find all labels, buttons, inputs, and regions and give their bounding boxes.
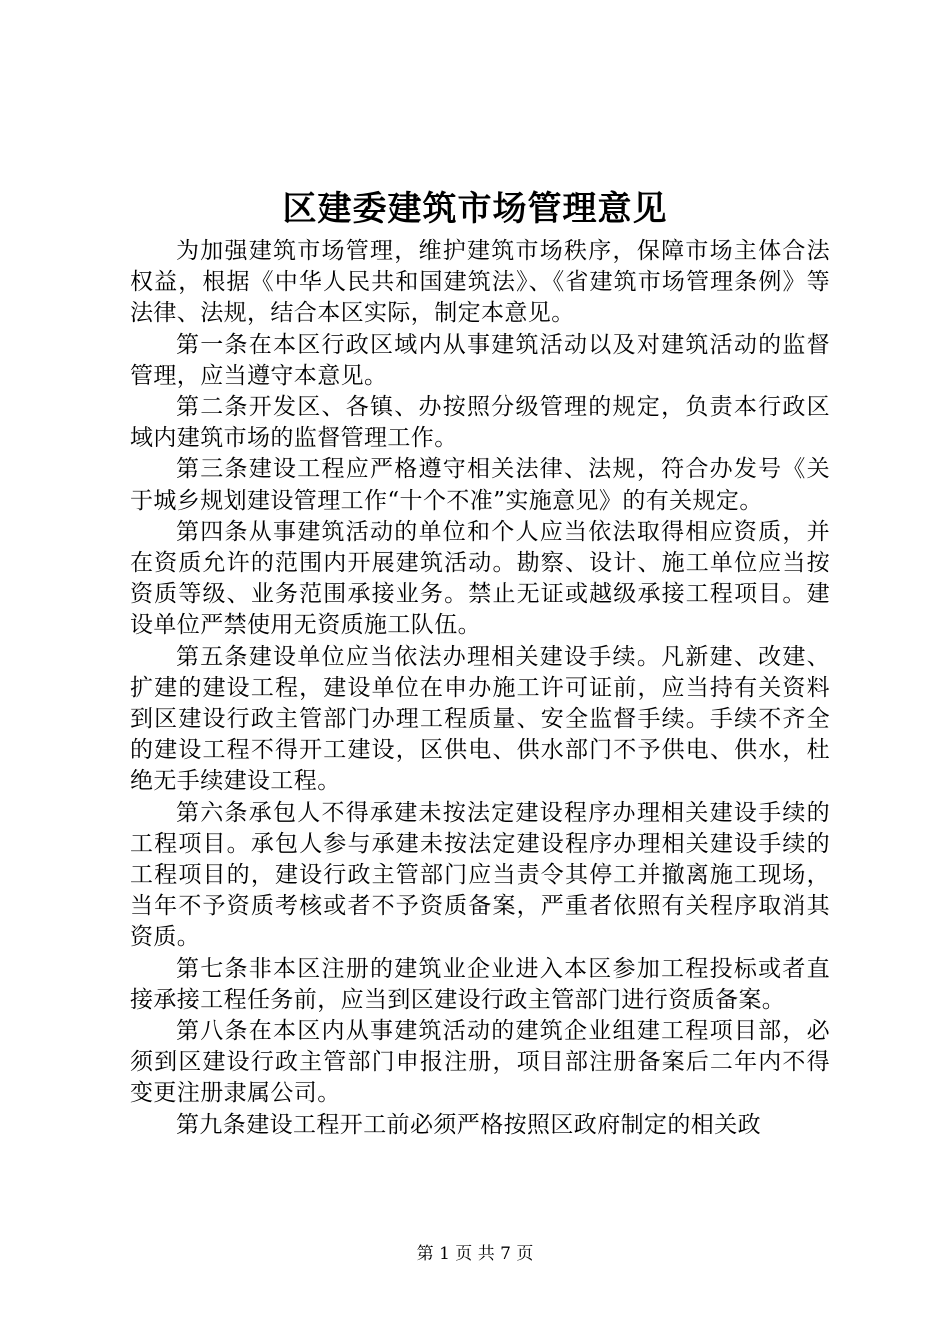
paragraph-article-5: 第五条建设单位应当依法办理相关建设手续。凡新建、改建、扩建的建设工程，建设单位在申办施工许可证前，应当持有关资料到区建设行政主管部门办理工程质量、安全监督手续。手续不齐全的建设工程不得开工建设，区供电、供水部门不予供电、供水，杜绝无手续建设工程。 [130,643,830,795]
paragraph-article-7: 第七条非本区注册的建筑业企业进入本区参加工程投标或者直接承接工程任务前，应当到区建设行政主管部门进行资质备案。 [130,955,830,1013]
paragraph-article-9: 第九条建设工程开工前必须严格按照区政府制定的相关政 [176,1111,761,1138]
paragraph-article-3: 第三条建设工程应严格遵守相关法律、法规，符合办发号《关于城乡规划建设管理工作“十个不准”实施意见》的有关规定。 [130,456,830,514]
document-body [130,236,830,1141]
paragraph-article-2: 第二条开发区、各镇、办按照分级管理的规定，负责本行政区域内建筑市场的监督管理工作。 [130,394,830,452]
paragraph-article-1: 第一条在本区行政区域内从事建筑活动以及对建筑活动的监督管理，应当遵守本意见。 [130,331,830,389]
page-number: 第 1 页 共 7 页 [416,1244,534,1264]
paragraph-article-4: 第四条从事建筑活动的单位和个人应当依法取得相应资质，并在资质允许的范围内开展建筑活动。勘察、设计、施工单位应当按资质等级、业务范围承接业务。禁止无证或越级承接工程项目。建设单位严禁使用无资质施工队伍。 [130,518,830,639]
paragraph-article-6: 第六条承包人不得承建未按法定建设程序办理相关建设手续的工程项目。承包人参与承建未按法定建设程序办理相关建设手续的工程项目的，建设行政主管部门应当责令其停工并撤离施工现场，当年不予资质考核或者不予资质备案，严重者依照有关程序取消其资质。 [130,799,830,951]
paragraph-article-8: 第八条在本区内从事建筑活动的建筑企业组建工程项目部，必须到区建设行政主管部门申报注册，项目部注册备案后二年内不得变更注册隶属公司。 [130,1018,830,1107]
paragraph-intro: 为加强建筑市场管理，维护建筑市场秩序，保障市场主体合法权益，根据《中华人民共和国建筑法》、《省建筑市场管理条例》等法律、法规，结合本区实际，制定本意见。 [130,238,830,327]
document-title: 区建委建筑市场管理意见 [282,189,668,229]
